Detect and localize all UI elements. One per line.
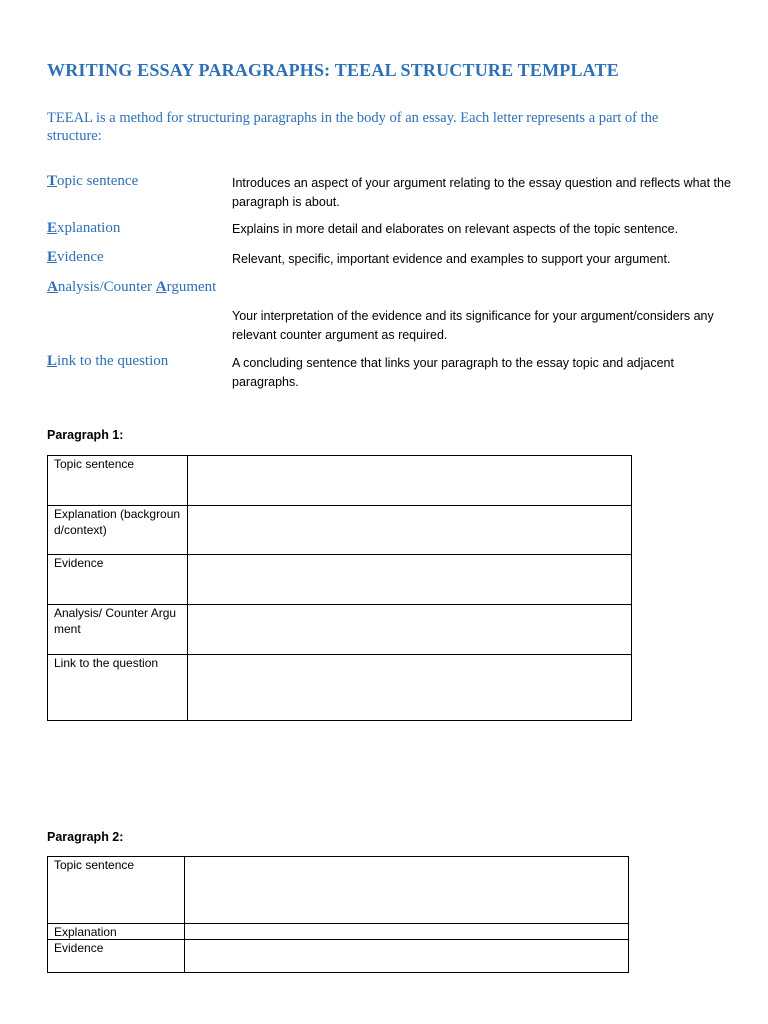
- paragraph-1-heading: Paragraph 1:: [47, 428, 124, 442]
- explanation-entry-cell[interactable]: [188, 506, 632, 555]
- table-row: [48, 655, 632, 721]
- evidence-entry-cell[interactable]: [185, 940, 629, 973]
- term-analysis-description: Your interpretation of the evidence and its significance for your argument/considers any relevant counter argument as required.: [232, 309, 714, 342]
- row-label-explanation: Explanation (background/context): [48, 506, 188, 555]
- paragraph-2-heading: Paragraph 2:: [47, 830, 124, 844]
- table-row: [48, 506, 632, 555]
- term-link-description: A concluding sentence that links your paragraph to the essay topic and adjacent paragraphs.: [232, 356, 674, 389]
- table-row: [48, 605, 632, 655]
- page-title: WRITING ESSAY PARAGRAPHS: TEEAL STRUCTURE TEMPLATE: [47, 60, 619, 80]
- analysis-entry-cell[interactable]: [188, 605, 632, 655]
- table-row: [48, 456, 632, 506]
- table-row: [48, 555, 632, 605]
- row-label-link: Link to the question: [48, 655, 188, 721]
- row-label-explanation: Explanation: [48, 924, 185, 940]
- paragraph-1-table: [47, 455, 632, 721]
- term-analysis-counter-argument: Analysis/Counter Argument: [47, 279, 217, 295]
- topic-sentence-entry-cell[interactable]: [188, 456, 632, 506]
- term-evidence-description: Relevant, specific, important evidence and examples to support your argument.: [232, 252, 671, 266]
- row-label-evidence: Evidence: [48, 940, 185, 973]
- link-entry-cell[interactable]: [188, 655, 632, 721]
- row-label-evidence: Evidence: [48, 555, 188, 605]
- table-row: [48, 924, 629, 940]
- term-explanation: Explanation: [47, 220, 121, 236]
- term-explanation-description: Explains in more detail and elaborates on relevant aspects of the topic sentence.: [232, 222, 679, 236]
- term-evidence: Evidence: [47, 249, 104, 265]
- evidence-entry-cell[interactable]: [188, 555, 632, 605]
- topic-sentence-entry-cell[interactable]: [185, 857, 629, 924]
- explanation-entry-cell[interactable]: [185, 924, 629, 940]
- term-link-to-question: Link to the question: [47, 353, 169, 369]
- table-row: [48, 940, 629, 973]
- row-label-topic-sentence: Topic sentence: [48, 857, 185, 924]
- paragraph-2-table: [47, 856, 629, 973]
- term-topic-sentence-description: Introduces an aspect of your argument relating to the essay question and reflects what the paragraph is about.: [232, 176, 731, 209]
- table-row: [48, 857, 629, 924]
- row-label-topic-sentence: Topic sentence: [48, 456, 188, 506]
- term-topic-sentence: Topic sentence: [47, 173, 139, 189]
- intro-text: TEEAL is a method for structuring paragraphs in the body of an essay. Each letter represents a part of the structure:: [47, 110, 659, 144]
- row-label-analysis: Analysis/ Counter Argument: [48, 605, 188, 655]
